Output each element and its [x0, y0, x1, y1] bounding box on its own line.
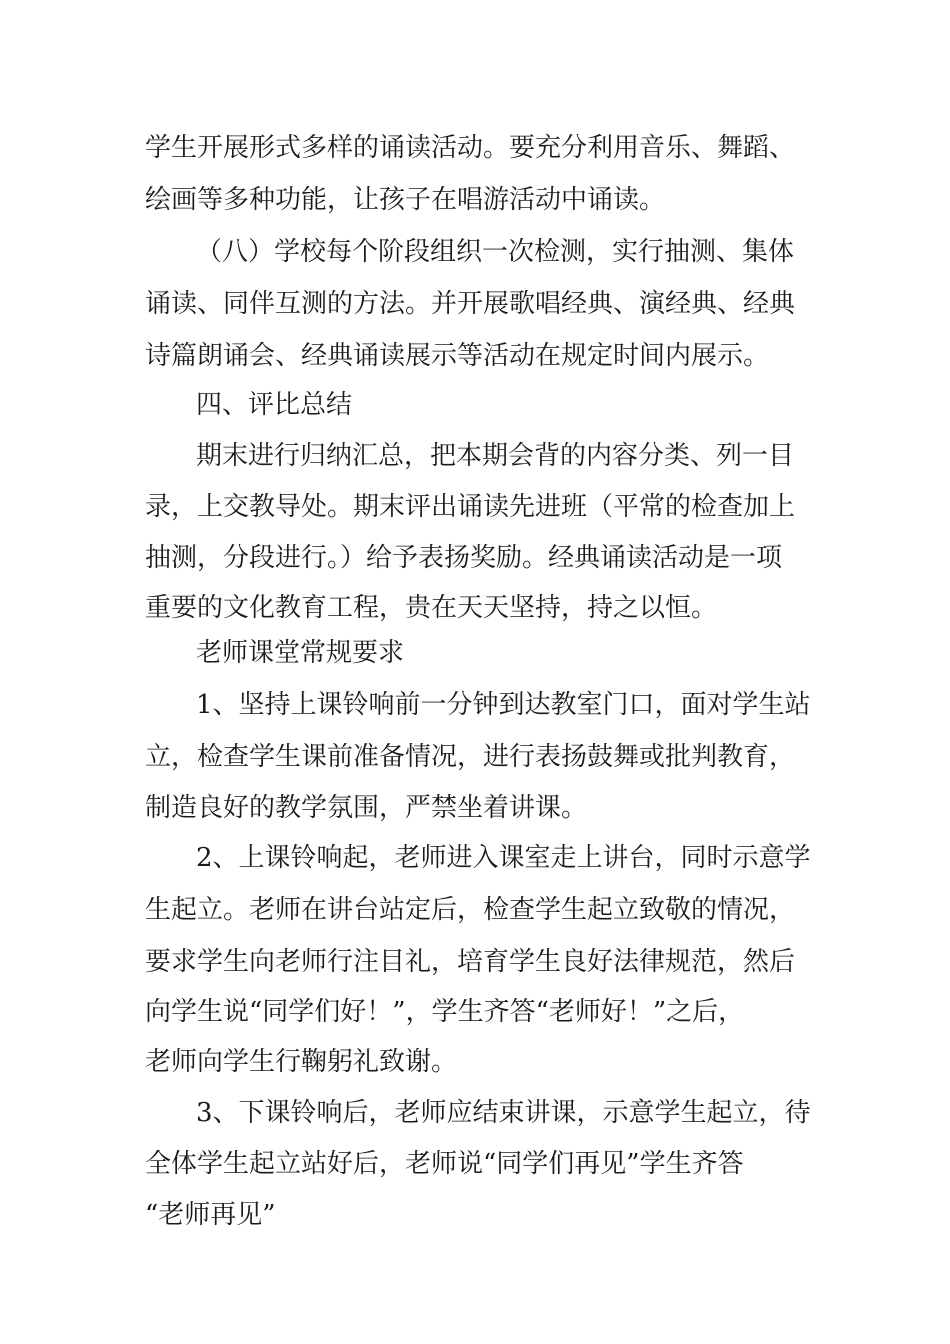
paragraph-line: 重要的文化教育工程，贵在天天坚持，持之以恒。 — [145, 593, 718, 623]
section-heading: 老师课堂常规要求 — [196, 638, 405, 668]
paragraph-line: 抽测，分段进行。）给予表扬奖励。经典诵读活动是一项 — [145, 543, 783, 573]
paragraph-line: 2、上课铃响起，老师进入课室走上讲台，同时示意学 — [196, 843, 811, 873]
paragraph-line: 生起立。老师在讲台站定后，检查学生起立致敬的情况， — [145, 895, 796, 925]
paragraph-line: 诵读、同伴互测的方法。并开展歌唱经典、演经典、经典 — [145, 289, 796, 319]
paragraph-line: “老师再见” — [145, 1200, 276, 1230]
paragraph-line: （八）学校每个阶段组织一次检测，实行抽测、集体 — [196, 237, 795, 267]
paragraph-line: 3、下课铃响后，老师应结束讲课，示意学生起立，待 — [196, 1098, 811, 1128]
paragraph-line: 老师向学生行鞠躬礼致谢。 — [145, 1047, 458, 1077]
paragraph-line: 学生开展形式多样的诵读活动。要充分利用音乐、舞蹈、 — [145, 133, 796, 163]
paragraph-line: 向学生说“同学们好！”，学生齐答“老师好！”之后， — [145, 997, 745, 1027]
section-heading: 四、评比总结 — [196, 390, 353, 420]
paragraph-line: 立，检查学生课前准备情况，进行表扬鼓舞或批判教育， — [145, 742, 796, 772]
paragraph-line: 绘画等多种功能，让孩子在唱游活动中诵读。 — [145, 185, 666, 215]
paragraph-line: 全体学生起立站好后，老师说“同学们再见”学生齐答 — [145, 1149, 744, 1179]
paragraph-line: 要求学生向老师行注目礼，培育学生良好法律规范，然后 — [145, 947, 796, 977]
paragraph-line: 1、坚持上课铃响前一分钟到达教室门口，面对学生站 — [196, 690, 811, 720]
paragraph-line: 录，上交教导处。期末评出诵读先进班（平常的检查加上 — [145, 492, 796, 522]
paragraph-line: 诗篇朗诵会、经典诵读展示等活动在规定时间内展示。 — [145, 341, 770, 371]
paragraph-line: 制造良好的教学氛围，严禁坐着讲课。 — [145, 793, 588, 823]
paragraph-line: 期末进行归纳汇总，把本期会背的内容分类、列一目 — [196, 441, 795, 471]
